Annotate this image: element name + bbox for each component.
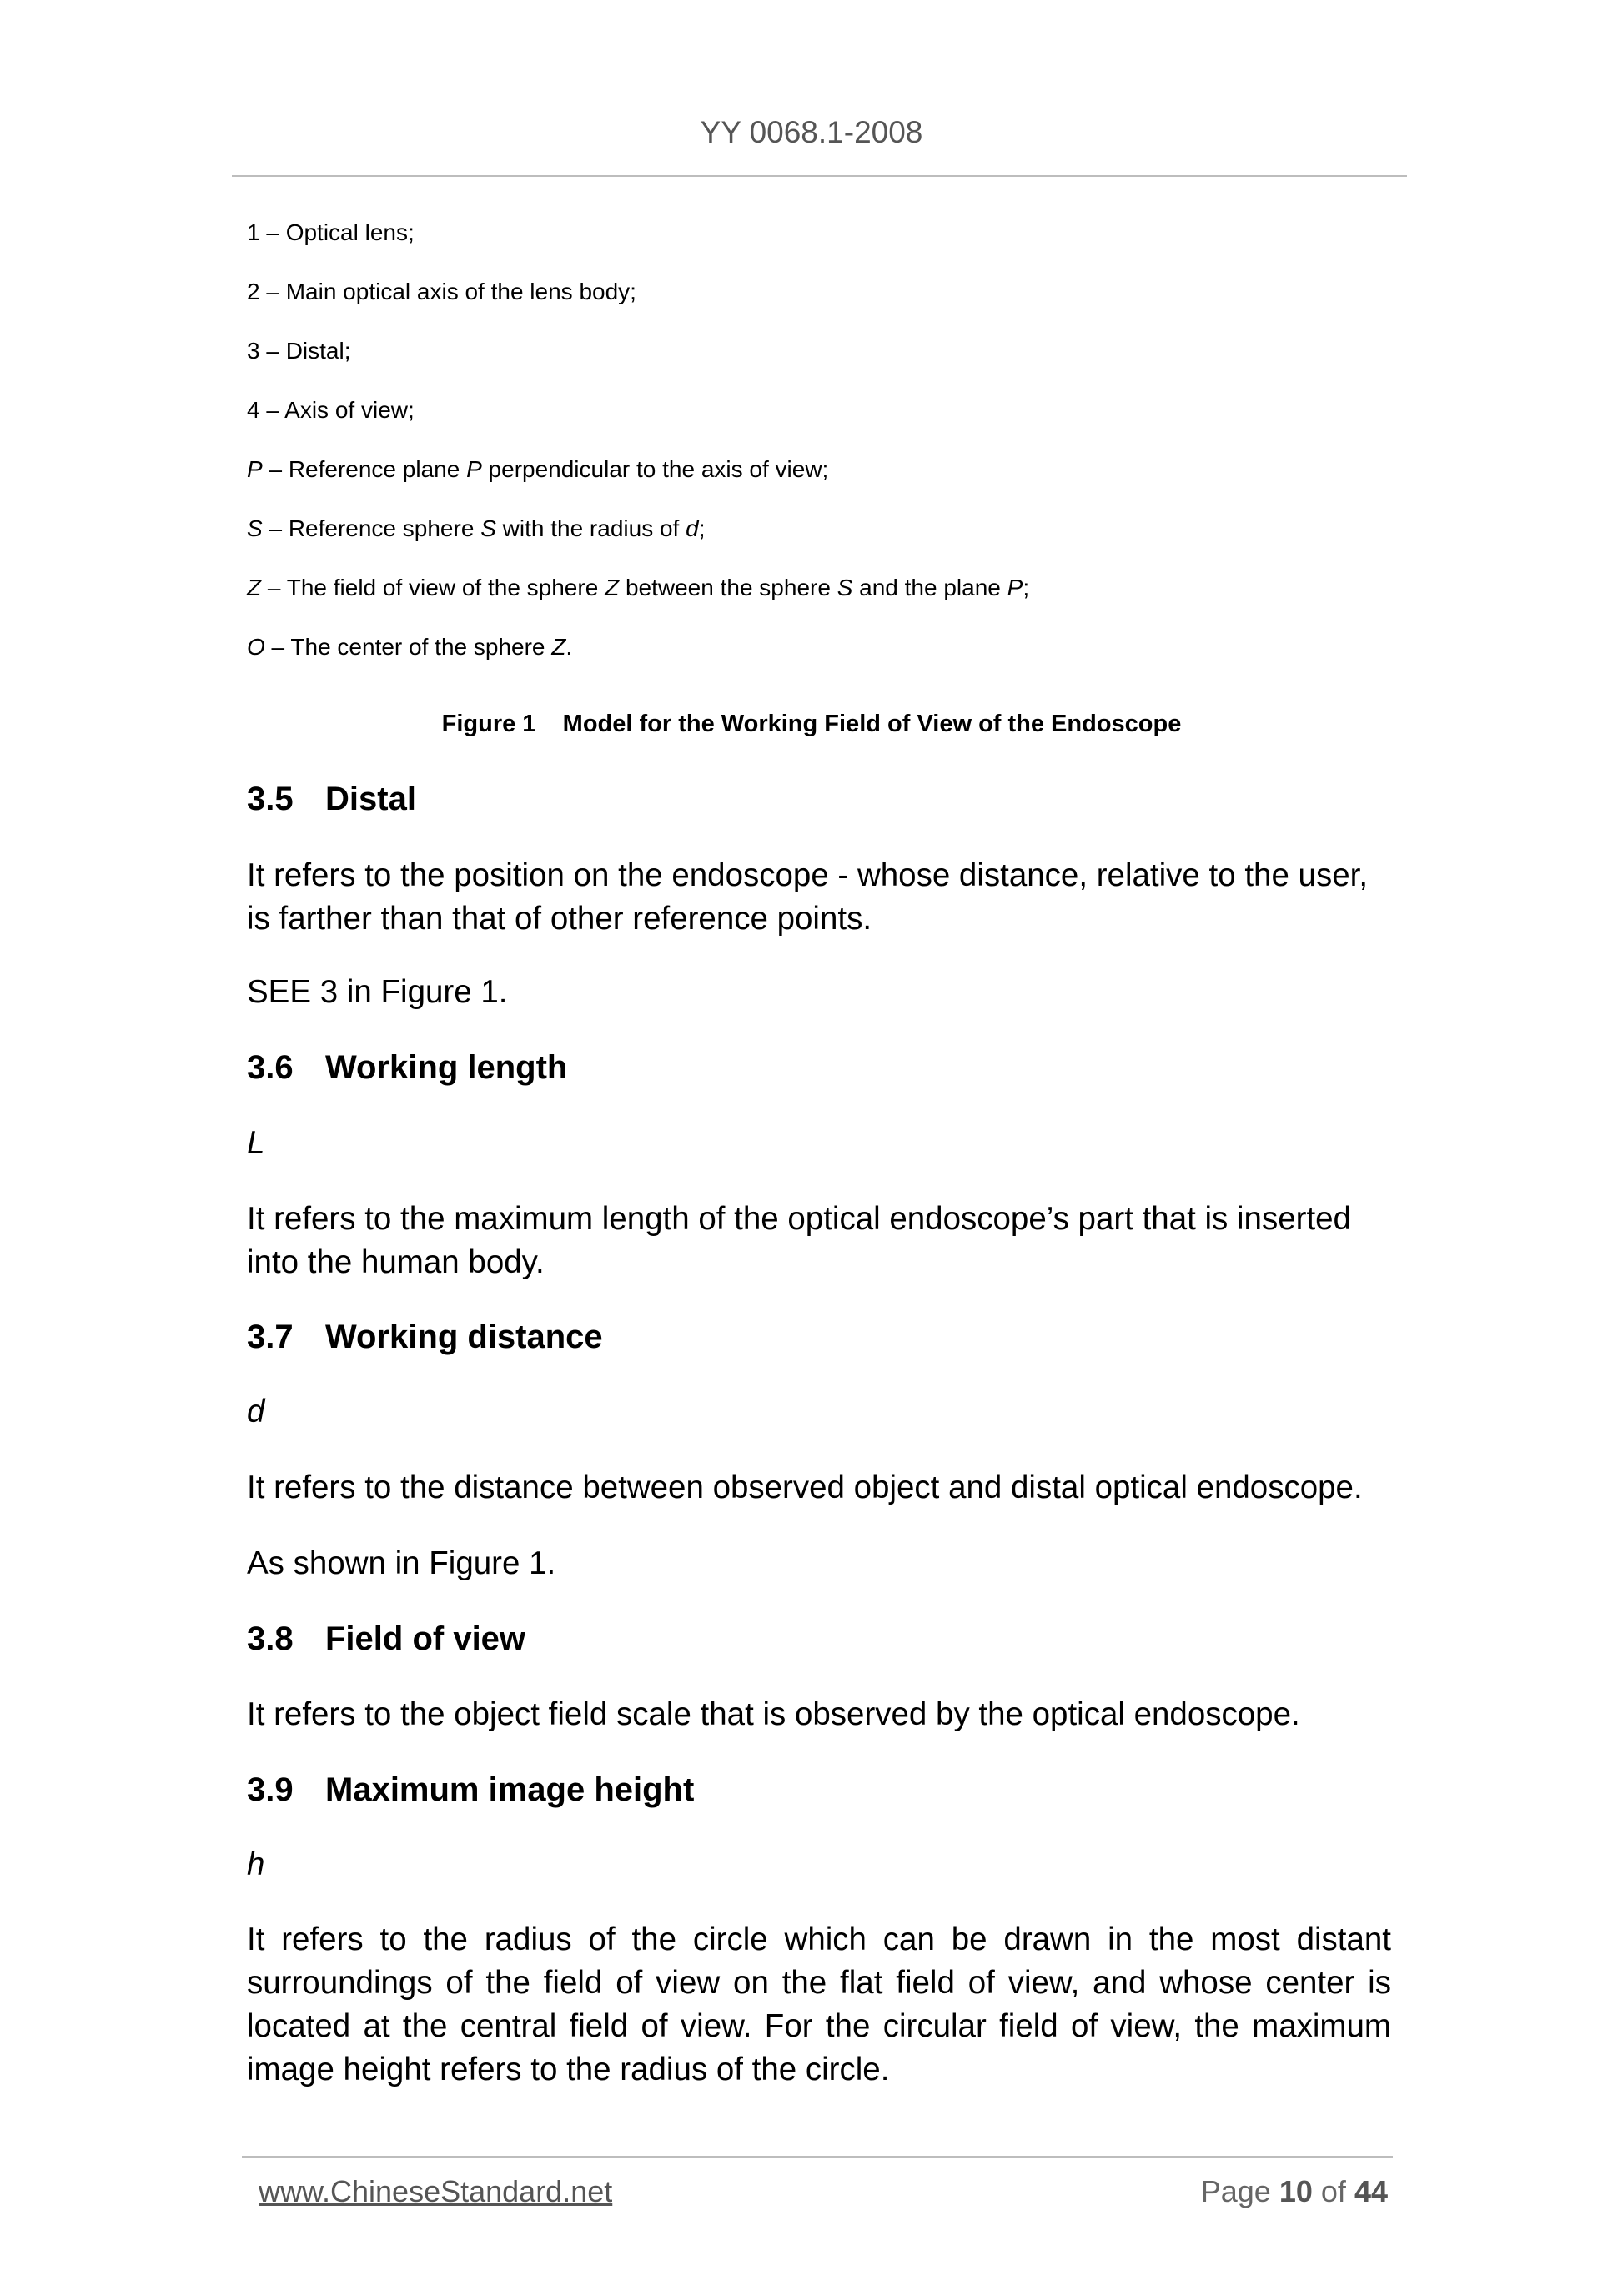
legend-key: P bbox=[247, 456, 263, 482]
legend-text: – The field of view of the sphere bbox=[261, 575, 605, 600]
section-title: Distal bbox=[325, 781, 416, 817]
section-note-3-7: As shown in Figure 1. bbox=[247, 1545, 556, 1581]
section-number: 3.5 bbox=[247, 781, 294, 817]
section-heading-3-6 bbox=[247, 1048, 567, 1088]
website-link[interactable]: www.ChineseStandard.net bbox=[259, 2174, 613, 2208]
section-number: 3.6 bbox=[247, 1049, 294, 1086]
section-symbol-3-7: d bbox=[247, 1394, 265, 1429]
legend-key: 3 bbox=[247, 338, 260, 364]
section-number: 3.7 bbox=[247, 1319, 294, 1355]
section-title: Working length bbox=[325, 1049, 568, 1086]
legend-var: P bbox=[466, 456, 482, 482]
legend-item-1 bbox=[247, 219, 415, 247]
legend-var: Z bbox=[605, 575, 620, 600]
legend-key: 4 bbox=[247, 397, 260, 423]
footer-divider bbox=[242, 2156, 1393, 2158]
section-heading-3-5 bbox=[247, 779, 416, 819]
legend-key: O bbox=[247, 634, 265, 660]
section-paragraph-3-6: It refers to the maximum length of the optical endoscope’s part that is inserted into the human body. bbox=[247, 1201, 1351, 1280]
legend-text: – Optical lens; bbox=[259, 219, 415, 245]
section-title: Working distance bbox=[325, 1319, 603, 1355]
page-indicator bbox=[1201, 2174, 1388, 2209]
legend-item-o bbox=[247, 633, 572, 661]
figure-caption: Figure 1 Model for the Working Field of View of the Endoscope bbox=[441, 711, 1182, 737]
legend-key: S bbox=[247, 515, 263, 541]
legend-text: ; bbox=[698, 515, 706, 541]
legend-var: Z bbox=[551, 634, 566, 660]
section-note-3-5: SEE 3 in Figure 1. bbox=[247, 974, 508, 1010]
section-paragraph-3-8: It refers to the object field scale that is observed by the optical endoscope. bbox=[247, 1696, 1300, 1732]
legend-text: – Reference sphere bbox=[262, 515, 481, 541]
page-total: 44 bbox=[1354, 2174, 1388, 2208]
section-title: Field of view bbox=[325, 1620, 526, 1657]
legend-text: ; bbox=[1023, 575, 1030, 600]
page-of: of bbox=[1320, 2174, 1346, 2208]
legend-item-z bbox=[247, 574, 1029, 602]
section-paragraph-3-9: It refers to the radius of the circle which can be drawn in the most distant surroundings of the field of view on the flat field of view, and whose center is located at the central field of view. For the circular field of view, the maximum image height refers to the radius of the circle. bbox=[247, 1922, 1391, 2088]
header-divider bbox=[232, 175, 1407, 177]
section-paragraph-3-7: It refers to the distance between observed object and distal optical endoscope. bbox=[247, 1470, 1363, 1505]
section-symbol-3-6: L bbox=[247, 1125, 265, 1161]
legend-item-p bbox=[247, 455, 828, 484]
legend-key: 1 bbox=[247, 219, 260, 245]
legend-text: – Axis of view; bbox=[259, 397, 415, 423]
section-number: 3.8 bbox=[247, 1620, 294, 1657]
legend-item-2 bbox=[247, 278, 636, 306]
legend-var: d bbox=[686, 515, 699, 541]
legend-var: P bbox=[1007, 575, 1023, 600]
legend-text: – The center of the sphere bbox=[264, 634, 552, 660]
page-current: 10 bbox=[1279, 2174, 1313, 2208]
legend-text: – Main optical axis of the lens body; bbox=[259, 279, 636, 304]
document-id-header: YY 0068.1-2008 bbox=[700, 115, 923, 149]
legend-item-3 bbox=[247, 337, 351, 365]
legend-text: and the plane bbox=[852, 575, 1007, 600]
legend-key: 2 bbox=[247, 279, 260, 304]
page-prefix: Page bbox=[1200, 2174, 1271, 2208]
legend-text: between the sphere bbox=[619, 575, 837, 600]
legend-text: – Distal; bbox=[259, 338, 351, 364]
legend-var: S bbox=[837, 575, 853, 600]
section-heading-3-7 bbox=[247, 1317, 603, 1357]
legend-text: perpendicular to the axis of view; bbox=[481, 456, 829, 482]
legend-item-s bbox=[247, 515, 705, 543]
section-paragraph-3-5: It refers to the position on the endoscope - whose distance, relative to the user, is farther than that of other reference points. bbox=[247, 857, 1369, 937]
section-heading-3-9 bbox=[247, 1770, 694, 1810]
section-number: 3.9 bbox=[247, 1771, 294, 1808]
legend-var: S bbox=[480, 515, 496, 541]
section-heading-3-8 bbox=[247, 1619, 525, 1659]
section-title: Maximum image height bbox=[325, 1771, 695, 1808]
legend-text: – Reference plane bbox=[262, 456, 467, 482]
legend-text: with the radius of bbox=[495, 515, 686, 541]
legend-text: . bbox=[565, 634, 573, 660]
legend-item-4 bbox=[247, 396, 415, 425]
legend-key: Z bbox=[247, 575, 262, 600]
section-symbol-3-9: h bbox=[247, 1846, 265, 1882]
